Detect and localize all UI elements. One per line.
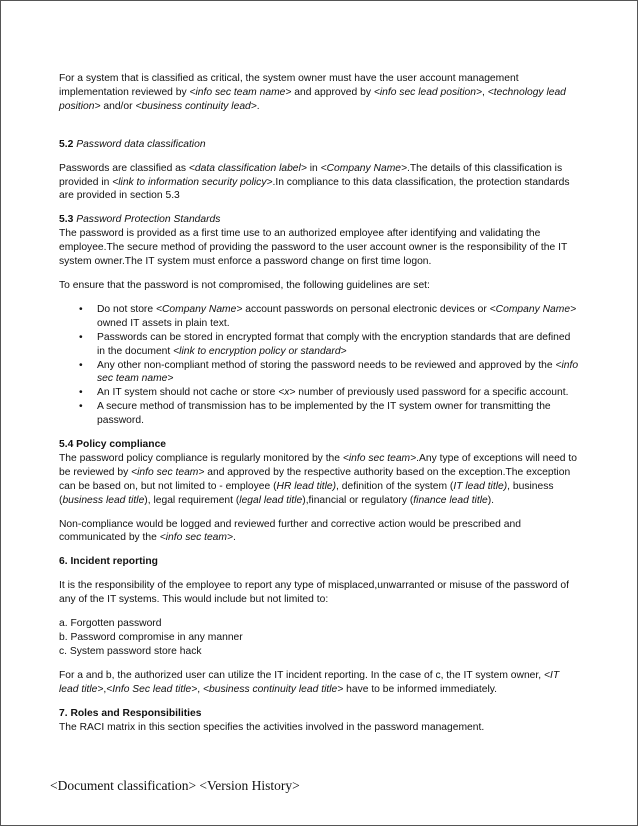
section-6-heading: 6. Incident reporting: [59, 556, 158, 568]
placeholder-text: <link to encryption policy or standard>: [173, 345, 347, 357]
placeholder-text: HR lead title): [276, 480, 337, 492]
text: ,: [103, 683, 107, 695]
text: .Any type of exceptions will need to be reviewed by: [59, 452, 577, 478]
bullet-icon: •: [79, 387, 83, 399]
placeholder-text: <info sec team>: [159, 532, 233, 544]
placeholder-text: IT lead title): [453, 480, 508, 492]
placeholder-text: <info sec team name>: [97, 359, 579, 385]
placeholder-text: <link to information security policy>: [112, 176, 273, 188]
text: , business (: [59, 480, 554, 506]
placeholder-text: <info sec lead position>: [373, 86, 483, 98]
text: number of previously used password for a specific account.: [295, 387, 569, 399]
text: ,: [197, 683, 204, 695]
bullet-icon: •: [79, 359, 83, 371]
section-5-4-paragraph: [59, 452, 581, 508]
placeholder-text: <IT lead title>: [59, 669, 560, 695]
text: account passwords on personal electronic devices or: [242, 303, 490, 315]
text: For a and b, the authorized user can utilize the IT incident reporting. In the case of c, the IT system owner,: [59, 669, 544, 681]
section-title: Password Protection Standards: [76, 214, 221, 226]
intro-paragraph: [59, 72, 581, 114]
section-5-2-heading: [59, 138, 581, 152]
section-number: 5.3: [59, 214, 74, 226]
placeholder-text: <info sec team name>: [189, 86, 292, 98]
document-body: [59, 72, 581, 734]
bullet-icon: •: [79, 331, 83, 343]
text: have to be informed immediately.: [343, 683, 498, 695]
guidelines-list: [59, 303, 581, 428]
non-compliance-paragraph: [59, 518, 581, 546]
text: Passwords are classified as: [59, 162, 189, 174]
section-7-paragraph: The RACI matrix in this section specifies the activities involved in the password management.: [59, 721, 485, 733]
text: A secure method of transmission has to be implemented by the IT system owner for transmitting the password.: [97, 401, 551, 427]
placeholder-text: <technology lead position>: [59, 86, 566, 112]
text: Passwords can be stored in encrypted format that comply with the encryption standards that are defined in the document: [97, 331, 571, 357]
text: .The details of this classification is provided in: [59, 162, 563, 188]
text: owned IT assets in plain text.: [97, 317, 230, 329]
list-item: [59, 359, 581, 387]
text: Non-compliance would be logged and reviewed further and corrective action would be prescribed and communicated by the: [59, 518, 521, 544]
bullet-icon: •: [79, 303, 83, 315]
placeholder-text: legal lead title: [239, 494, 303, 506]
text: Any other non-compliant method of storing the password needs to be reviewed and approved by the: [97, 359, 556, 371]
list-item: c. System password store hack: [59, 645, 202, 657]
section-title: Password data classification: [76, 138, 206, 150]
text: and approved by: [291, 86, 374, 98]
section-number: 5.2: [59, 138, 74, 150]
incident-reporting-paragraph: [59, 669, 581, 697]
placeholder-text: <business continuity lead title>: [203, 683, 344, 695]
placeholder-text: finance lead title: [413, 494, 488, 506]
section-5-2-paragraph: [59, 162, 581, 204]
placeholder-text: <Company Name>: [489, 303, 577, 315]
placeholder-text: <data classification label>: [188, 162, 307, 174]
placeholder-text: <Company Name>: [320, 162, 408, 174]
section-5-3-paragraph: The password is provided as a first time use to an authorized employee after identifying and validating the employee.The secure method of providing the password to the user account owner is the responsibility of the IT system owner.The IT system must enforce a password change on first time logon.: [59, 228, 568, 268]
placeholder-text: <info sec team>: [131, 466, 205, 478]
placeholder-text: business lead title: [62, 494, 145, 506]
list-item: [59, 386, 581, 400]
text: , definition of the system (: [336, 480, 454, 492]
text: ),financial or regulatory (: [302, 494, 414, 506]
text: ).: [487, 494, 495, 506]
text: The password policy compliance is regularly monitored by the: [59, 452, 343, 464]
list-item: a. Forgotten password: [59, 618, 162, 630]
text: .: [233, 532, 236, 544]
text: ,: [482, 86, 488, 98]
section-5-3-guidelines-intro: To ensure that the password is not compromised, the following guidelines are set:: [59, 279, 430, 291]
placeholder-text: <Info Sec lead title>: [106, 683, 198, 695]
section-7-heading: 7. Roles and Responsibilities: [59, 707, 202, 719]
section-6-paragraph: It is the responsibility of the employee to report any type of misplaced,unwarranted or misuse of the password of any of the IT systems. This would include but not limited to:: [59, 580, 569, 606]
text: in: [306, 162, 321, 174]
placeholder-text: <x>: [278, 387, 296, 399]
text: An IT system should not cache or store: [97, 387, 279, 399]
list-item: [59, 303, 581, 331]
text: and/or: [100, 100, 136, 112]
text: .: [256, 100, 260, 112]
text: ), legal requirement (: [144, 494, 240, 506]
list-item: b. Password compromise in any manner: [59, 632, 243, 643]
section-5-4-heading: 5.4 Policy compliance: [59, 439, 167, 451]
bullet-icon: •: [79, 401, 83, 413]
placeholder-text: <Company Name>: [155, 303, 243, 315]
list-item: [59, 400, 581, 428]
section-5-3-heading: [59, 213, 581, 227]
list-item: [59, 331, 581, 359]
placeholder-text: <business continuity lead>: [135, 100, 257, 112]
text: .In compliance to this data classification, the protection standards are provided in section 5.3: [59, 176, 570, 202]
text: and approved by the respective authority based on the exception.The exception can be based on, but not limited to - employee (: [59, 466, 571, 492]
text: Do not store: [97, 303, 156, 315]
page-footer: <Document classification> <Version History>: [50, 778, 300, 793]
placeholder-text: <info sec team>: [342, 452, 417, 464]
text: For a system that is classified as critical, the system owner must have the user account management implementation reviewed by: [59, 73, 519, 98]
